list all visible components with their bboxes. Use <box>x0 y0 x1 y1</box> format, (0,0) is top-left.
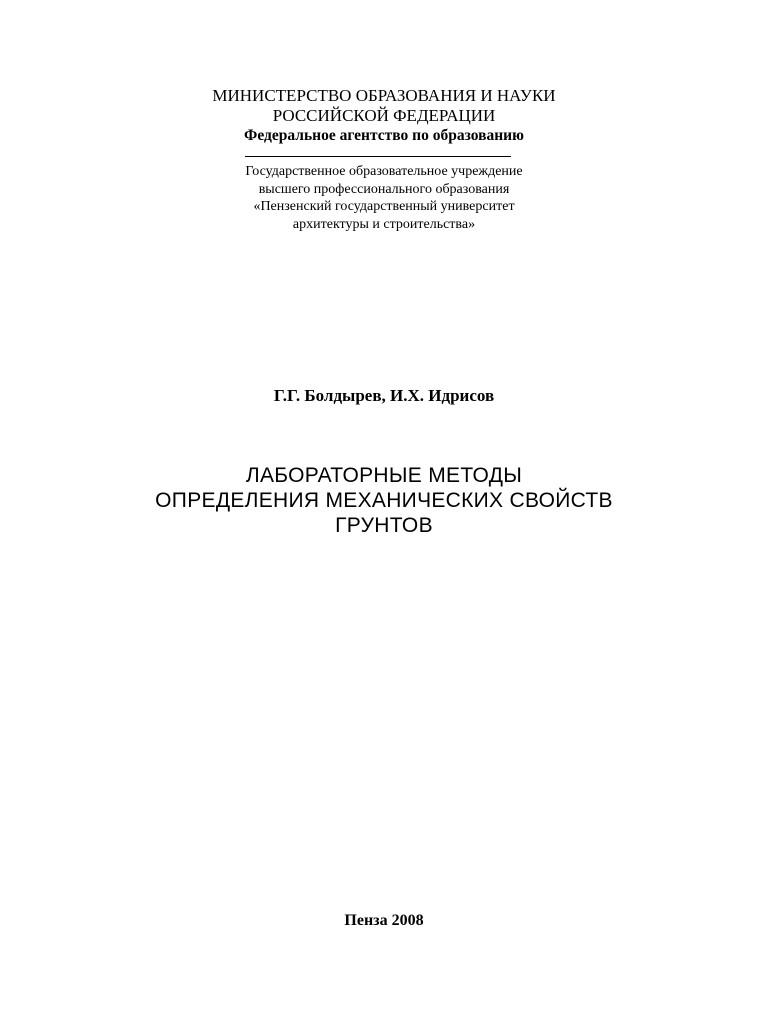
title-line-3: ГРУНТОВ <box>335 514 433 537</box>
header-divider <box>245 156 511 157</box>
ministry-line-2: РОССИЙСКОЙ ФЕДЕРАЦИИ <box>272 106 496 125</box>
title-line-1: ЛАБОРАТОРНЫЕ МЕТОДЫ <box>245 464 523 487</box>
city-year: Пенза 2008 <box>344 912 424 929</box>
institution-block <box>0 163 768 233</box>
agency-heading: Федеральное агентство по образованию <box>244 127 524 144</box>
ministry-line-1: МИНИСТЕРСТВО ОБРАЗОВАНИЯ И НАУКИ <box>212 86 556 105</box>
ministry-heading <box>0 86 768 126</box>
title-line-2: ОПРЕДЕЛЕНИЯ МЕХАНИЧЕСКИХ СВОЙСТВ <box>155 489 613 512</box>
institution-line-2: высшего профессионального образования <box>258 181 510 197</box>
institution-line-3: «Пензенский государственный университет <box>253 199 515 214</box>
institution-line-4: архитектуры и строительства» <box>292 216 476 232</box>
institution-line-1: Государственное образовательное учреждение <box>245 164 523 179</box>
authors: Г.Г. Болдырев, И.Х. Идрисов <box>273 386 495 405</box>
document-title <box>0 463 768 538</box>
